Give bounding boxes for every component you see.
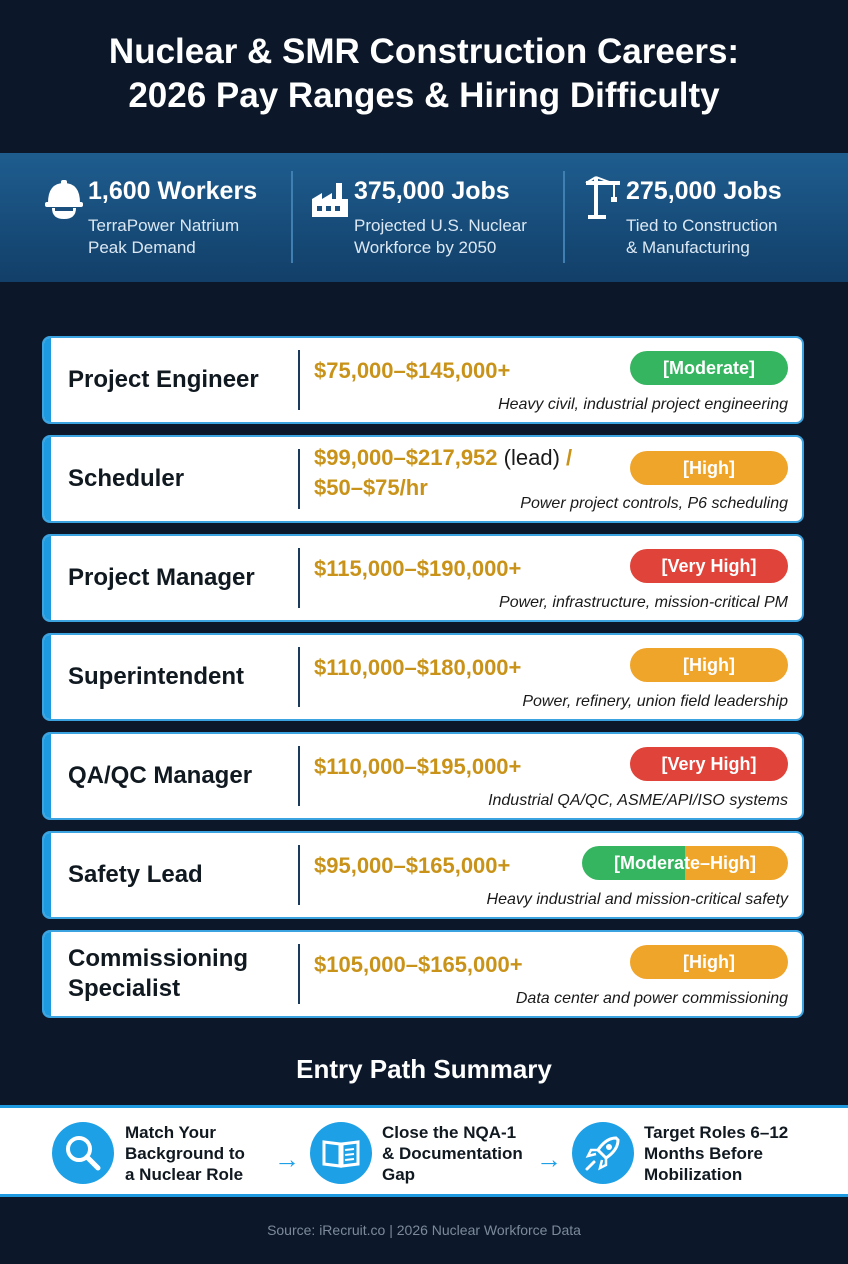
role-note: Power, infrastructure, mission-critical PM	[499, 594, 788, 611]
role-note: Data center and power commissioning	[515, 990, 788, 1007]
hard-hat-icon	[44, 175, 84, 221]
book-icon	[310, 1122, 372, 1184]
card-accent	[44, 932, 51, 1016]
card-separator	[298, 647, 300, 707]
role-note: Power project controls, P6 scheduling	[520, 495, 788, 512]
role-card-commissioning-specialist	[42, 930, 804, 1018]
role-name: Project Engineer	[68, 366, 259, 393]
difficulty-badge: [High]	[630, 945, 788, 979]
stat-headline: 1,600 Workers	[88, 177, 258, 205]
role-name: Project Manager	[68, 564, 255, 591]
card-separator	[298, 944, 300, 1004]
role-name: Scheduler	[68, 465, 185, 492]
difficulty-badge: [High]	[630, 451, 788, 485]
difficulty-badge: [Very High]	[630, 747, 788, 781]
entry-step-2	[382, 1122, 523, 1185]
factory-icon	[310, 175, 350, 221]
role-name-line1: Commissioning	[68, 945, 249, 972]
pay-range: $115,000–$190,000+	[314, 556, 522, 581]
role-note: Industrial QA/QC, ASME/API/ISO systems	[488, 792, 788, 809]
stat-description-line1: Tied to Construction	[626, 216, 778, 235]
role-card-project-manager	[42, 534, 804, 622]
entry-step-line: a Nuclear Role	[125, 1165, 244, 1184]
source-footer: Source: iRecruit.co | 2026 Nuclear Workforce Data	[267, 1222, 581, 1238]
entry-path-title: Entry Path Summary	[296, 1054, 552, 1084]
pay-range: $105,000–$165,000+	[314, 952, 523, 977]
entry-step-line: & Documentation	[382, 1144, 523, 1163]
card-accent	[44, 437, 51, 521]
stat-description	[354, 215, 527, 259]
page-title-line1: Nuclear & SMR Construction Careers:	[108, 32, 740, 71]
role-note: Heavy industrial and mission-critical safety	[486, 891, 788, 908]
entry-step-1	[125, 1122, 245, 1185]
pay-range-slash: /	[566, 445, 573, 470]
card-separator	[298, 449, 300, 509]
stat-headline: 375,000 Jobs	[354, 177, 510, 205]
entry-step-line: Match Your	[125, 1123, 216, 1142]
role-card-project-engineer	[42, 336, 804, 424]
stat-description-line2: Peak Demand	[88, 238, 196, 257]
role-note: Heavy civil, industrial project engineering	[498, 396, 788, 413]
role-card-superintendent	[42, 633, 804, 721]
role-name: Superintendent	[68, 663, 245, 690]
entry-step-line: Months Before	[644, 1144, 763, 1163]
difficulty-badge: [Moderate–High]	[582, 846, 788, 880]
pay-range-lead-label: (lead)	[497, 445, 567, 470]
role-name: Safety Lead	[68, 861, 203, 888]
role-name	[68, 932, 296, 1016]
stat-description-line1: Projected U.S. Nuclear	[354, 216, 527, 235]
pay-range: $75,000–$145,000+	[314, 358, 511, 383]
pay-range-lead: $99,000–$217,952	[314, 445, 498, 470]
arrow-right-icon: →	[274, 1144, 300, 1174]
stat-description	[88, 215, 239, 259]
card-accent	[44, 833, 51, 917]
stat-description-line2: & Manufacturing	[626, 238, 750, 257]
stat-description-line2: Workforce by 2050	[354, 238, 497, 257]
stat-description	[626, 215, 778, 259]
stat-divider	[291, 171, 293, 263]
pay-range: $110,000–$195,000+	[314, 754, 522, 779]
difficulty-badge: [Moderate]	[630, 351, 788, 385]
pay-range-hourly: $50–$75/hr	[314, 475, 428, 500]
difficulty-badge: [Very High]	[630, 549, 788, 583]
pay-range: $110,000–$180,000+	[314, 655, 522, 680]
stat-description-line1: TerraPower Natrium	[88, 216, 240, 235]
role-name-line2: Specialist	[68, 975, 181, 1002]
entry-step-line: Close the NQA-1	[382, 1123, 517, 1142]
crane-icon	[582, 175, 622, 221]
entry-step-line: Target Roles 6–12	[644, 1123, 789, 1142]
card-accent	[44, 536, 51, 620]
card-separator	[298, 548, 300, 608]
card-accent	[44, 635, 51, 719]
entry-step-line: Gap	[382, 1165, 416, 1184]
entry-step-3	[644, 1122, 788, 1185]
card-separator	[298, 350, 300, 410]
entry-step-line: Mobilization	[644, 1165, 743, 1184]
arrow-right-icon: →	[536, 1144, 562, 1174]
entry-step-line: Background to	[125, 1144, 245, 1163]
stat-headline: 275,000 Jobs	[626, 177, 782, 205]
difficulty-badge: [High]	[630, 648, 788, 682]
role-card-qa-qc-manager	[42, 732, 804, 820]
pay-range	[314, 443, 572, 503]
card-separator	[298, 845, 300, 905]
rocket-icon	[572, 1122, 634, 1184]
role-name: QA/QC Manager	[68, 762, 253, 789]
role-card-scheduler	[42, 435, 804, 523]
entry-path-band	[0, 1105, 848, 1197]
stat-divider	[563, 171, 565, 263]
role-card-safety-lead	[42, 831, 804, 919]
card-separator	[298, 746, 300, 806]
role-note: Power, refinery, union field leadership	[522, 693, 788, 710]
page-title	[0, 30, 848, 118]
stats-band	[0, 153, 848, 282]
card-accent	[44, 338, 51, 422]
pay-range: $95,000–$165,000+	[314, 853, 511, 878]
page-title-line2: 2026 Pay Ranges & Hiring Difficulty	[128, 76, 720, 115]
magnifier-icon	[52, 1122, 114, 1184]
card-accent	[44, 734, 51, 818]
